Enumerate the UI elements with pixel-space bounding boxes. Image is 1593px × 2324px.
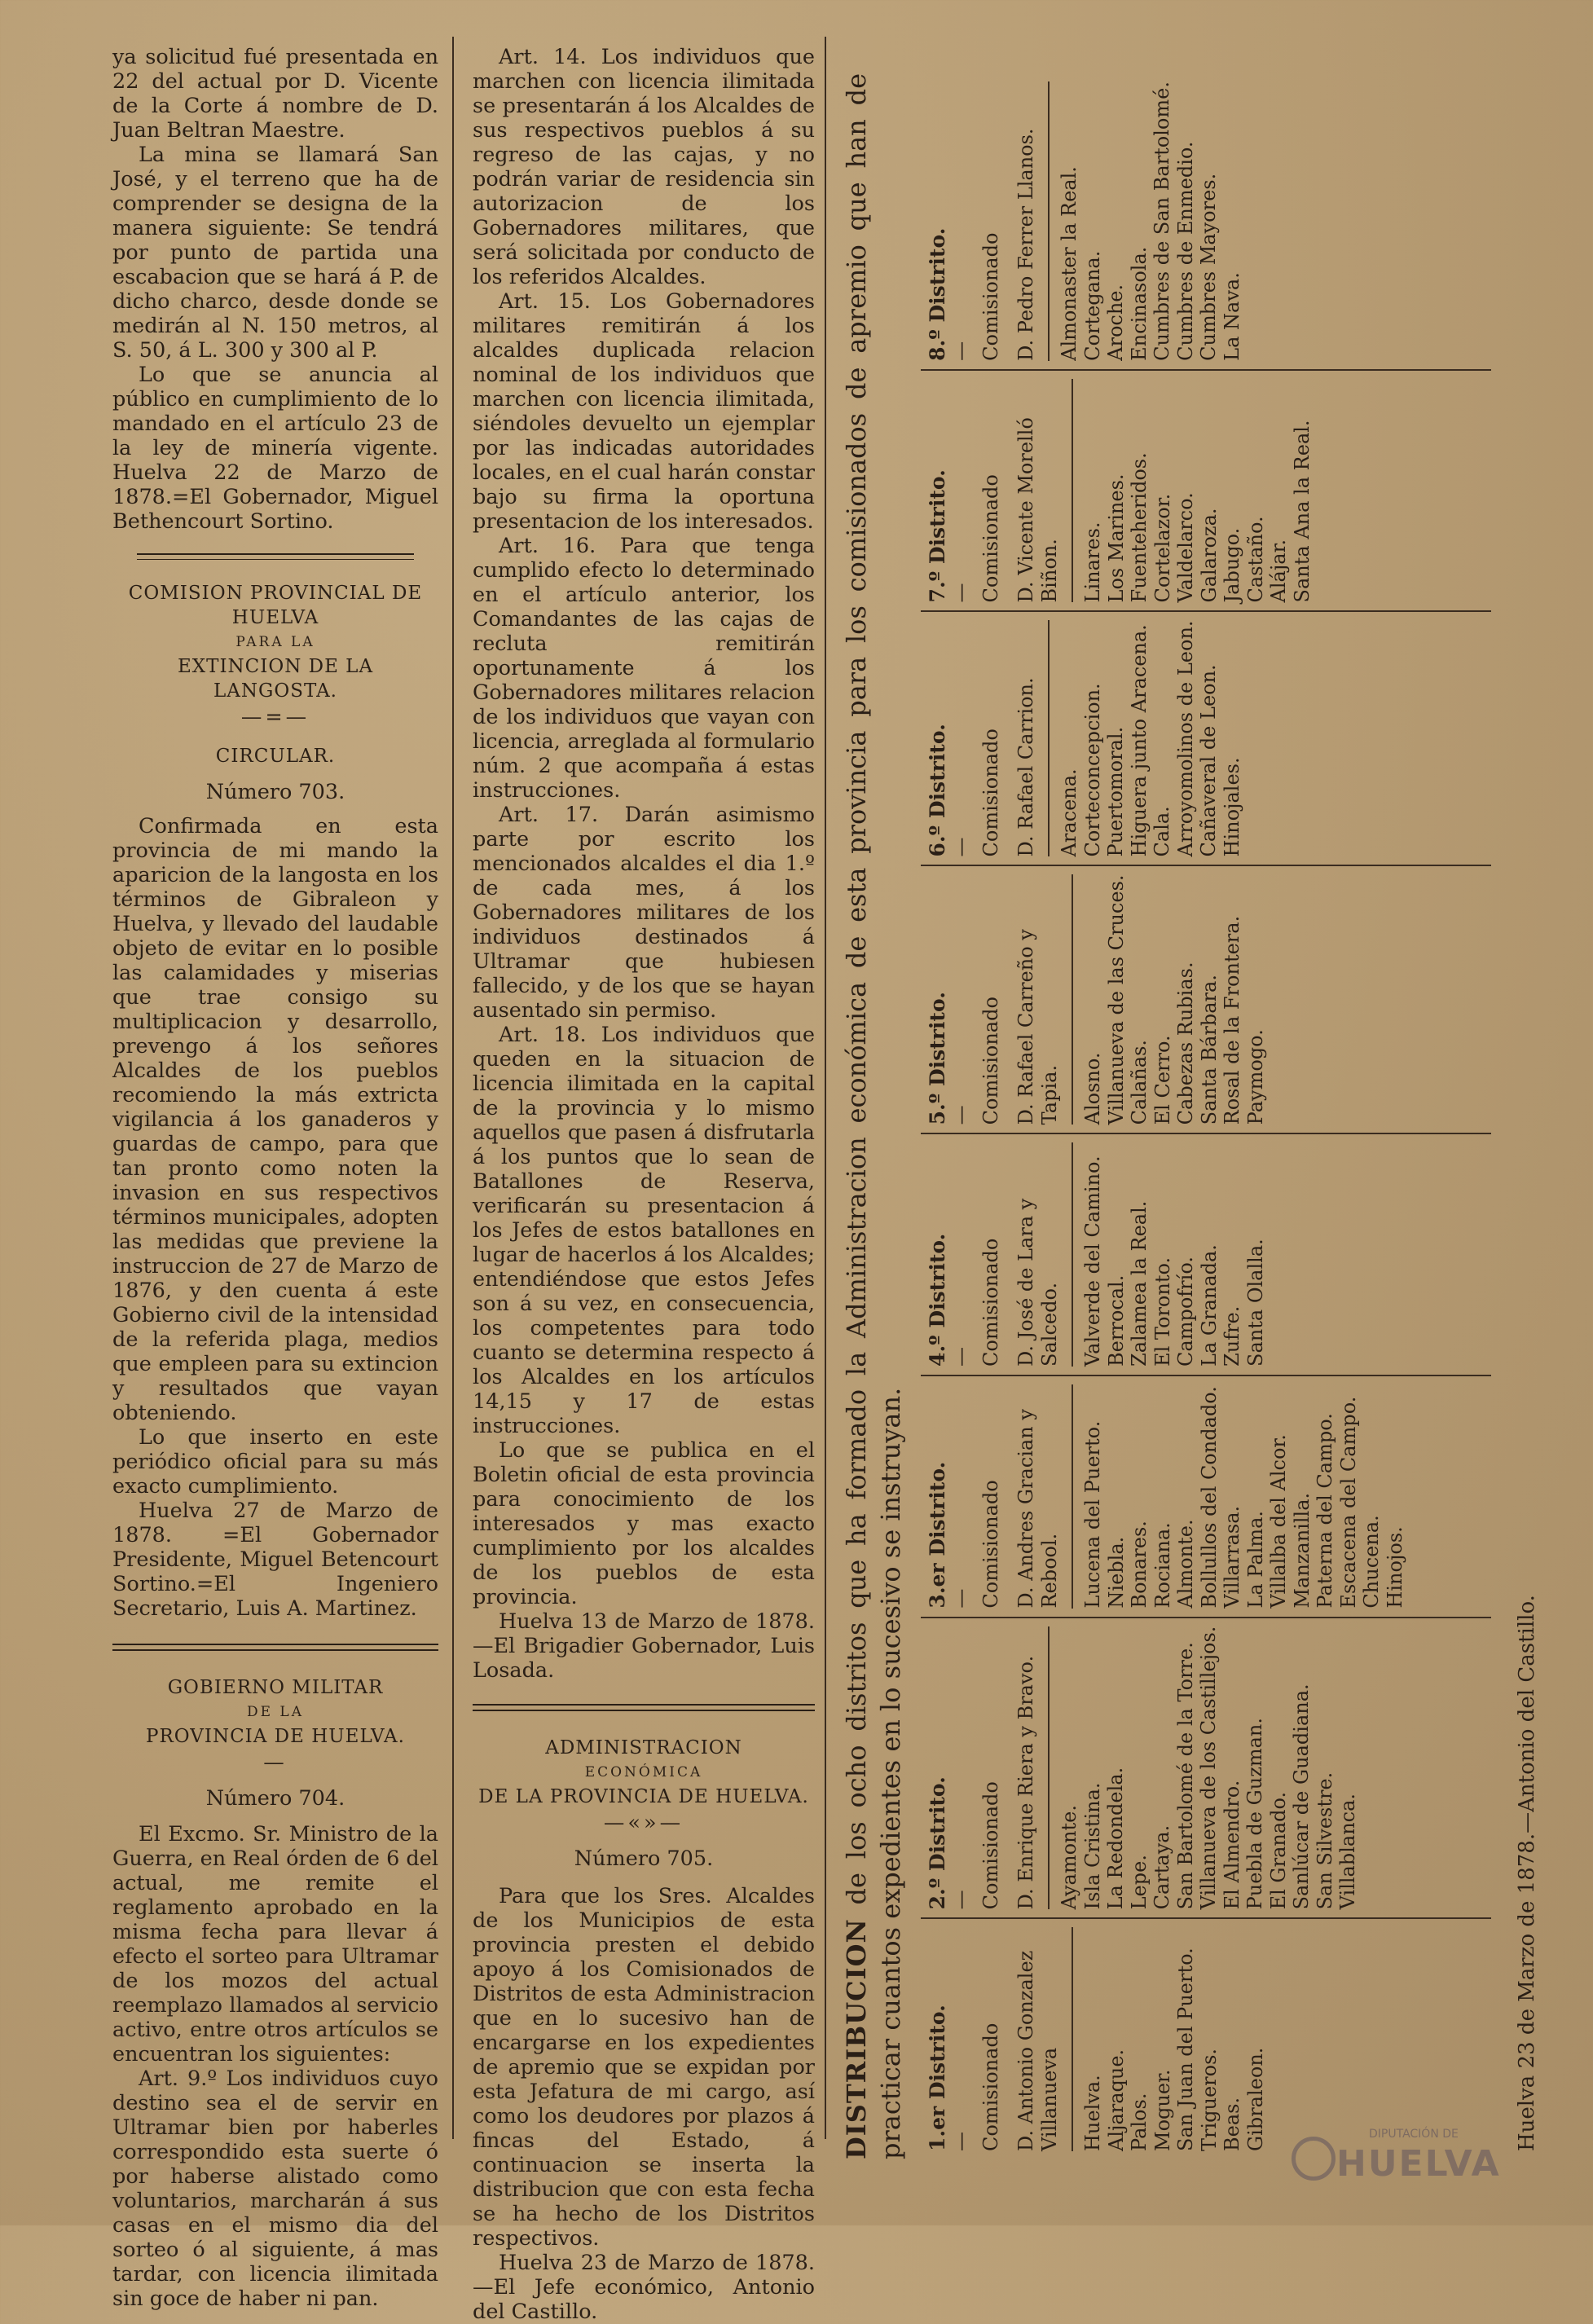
district-column (921, 371, 1491, 613)
district-column (921, 612, 1491, 866)
town: Isla Cristina. (1080, 1782, 1104, 1910)
town: Santa Olalla. (1243, 1239, 1267, 1367)
notice-paragraph: Para que los Sres. Alcaldes de los Municipios de esta provincia presten el debido apoyo á los Comisionados de Distritos de esta Administracion que en lo sucesivo han de encargarse en los expedientes de apremio que se expidan por esta Jefatura de mi cargo, así como los deudores por plazos á fincas del Estado, á continuacion se inserta la distribucion que con esta fecha se ha hecho de los Distritos respectivos. (473, 1884, 815, 2251)
town: Campofrío. (1174, 1257, 1197, 1367)
town: Moguer. (1151, 2069, 1174, 2151)
intro-paragraph: Lo que se anuncia al público en cumplimiento de lo mandado en el artículo 23 de la ley de minería vigente. Huelva 22 de Marzo de 1878.=El Gobernador, Miguel Bethencourt Sortino. (112, 363, 438, 534)
town: Higuera junto Aracena. (1127, 624, 1151, 857)
town-list (1058, 1626, 1360, 1910)
article-paragraph: Art. 14. Los individuos que marchen con licencia ilimitada se presentarán á los Alcaldes de sus respectivos pueblos á su regreso de las cajas, y no podrán variar de residencia sin autorizacion de los Gobernadores militares, que será solicitada por conducto de los referidos Alcaldes. (473, 45, 815, 289)
watermark-subtitle: DIPUTACIÓN DE (1369, 2128, 1459, 2141)
town: Santa Ana la Real. (1290, 420, 1314, 603)
town-list (1058, 620, 1243, 856)
town: Lepe. (1127, 1855, 1151, 1910)
notice-paragraph: Lo que inserto en este periódico oficial para su más exacto cumplimiento. (112, 1425, 438, 1499)
district-title: 8.º Distrito. (926, 227, 949, 361)
town: Villanueva de las Cruces. (1104, 874, 1128, 1125)
town: Paymogo. (1243, 1029, 1267, 1125)
district-title: 2.º Distrito. (926, 1776, 949, 1910)
town: Paterna del Campo. (1314, 1413, 1336, 1609)
town: Rosal de la Frontera. (1221, 915, 1243, 1125)
town: Hinojos. (1383, 1526, 1406, 1609)
town: Valverde del Camino. (1081, 1155, 1104, 1367)
town: Cumbres Mayores. (1197, 173, 1220, 361)
column-rule (825, 37, 826, 2139)
ornament: —=— (240, 705, 310, 729)
town: La Nava. (1220, 272, 1243, 361)
town: Cumbres de San Bartolomé. (1151, 81, 1173, 361)
town: Bonares. (1128, 1521, 1151, 1609)
district-title: 1.er Distrito. (926, 2005, 949, 2151)
intro-paragraph: La mina se llamará San José, y el terreno que ha de comprender se designa de la manera siguiente: Se tendrá por punto de partida una escabacion que se hará á P. de dicho charco, desde donde se medirán al N. 150 metros, al S. 50, á L. 300 y 300 al P. (112, 143, 438, 363)
district-commissioner: D. Rafael Carrion. (1014, 677, 1037, 857)
town: Cumbres de Enmedio. (1173, 141, 1197, 361)
district-title: 7.º Distrito. (926, 469, 949, 603)
section-heading: PROVINCIA DE HUELVA. (146, 1726, 405, 1747)
section-heading: ADMINISTRACION (545, 1737, 742, 1758)
town-list (1081, 874, 1267, 1125)
town: La Redondela. (1104, 1767, 1127, 1910)
district-commissioner: D. Pedro Ferrer Llanos. (1014, 128, 1037, 361)
town: Cortegana. (1080, 250, 1104, 361)
article-paragraph: Art. 16. Para que tenga cumplido efecto lo determinado en el artículo anterior, los Comandantes de las cajas de recluta remitirán oportunamente á los Gobernadores militares relacion de los individuos que vayan con licencia, arreglada al formulario núm. 2 que acompaña á estas instrucciones. (473, 534, 815, 803)
section-divider (112, 1644, 438, 1651)
notice-number: Número 703. (205, 780, 345, 804)
ornament: —«»— (603, 1811, 684, 1835)
district-column (921, 1919, 1491, 2159)
town: Chucena. (1360, 1515, 1383, 1609)
section-divider (473, 1704, 815, 1711)
table-title-text: de los ocho distritos que ha formado la Administracion económica de esta provincia para los comisionados de apremio que han de practicar cuantos expedientes en lo sucesivo se instruyan. (841, 73, 906, 2159)
section-heading: GOBIERNO MILITAR (167, 1677, 384, 1698)
town: Palos. (1128, 2093, 1151, 2151)
town: San Juan del Puerto. (1174, 1948, 1197, 2151)
town: Almonaster la Real. (1058, 166, 1080, 361)
column-middle (473, 45, 815, 2324)
town: Puebla de Guzman. (1243, 1717, 1266, 1910)
town: Puertomoral. (1104, 726, 1127, 857)
column-left (112, 45, 438, 2311)
town: El Toronto. (1151, 1257, 1174, 1367)
town: Zufre. (1221, 1305, 1243, 1367)
town: Villarrasa. (1221, 1505, 1243, 1609)
district-commissioner: D. Antonio Gonzalez Villanueva (1014, 1950, 1061, 2151)
town-list (1081, 379, 1314, 603)
district-dash: — (949, 837, 972, 857)
district-role: Comisionado (979, 997, 1002, 1125)
town: Zalamea la Real. (1128, 1200, 1151, 1367)
town: Manzanilla. (1290, 1492, 1314, 1609)
town: La Granada. (1197, 1244, 1221, 1367)
district-role: Comisionado (979, 1238, 1002, 1367)
section-divider (137, 553, 414, 560)
town-list (1058, 81, 1243, 361)
district-column (921, 866, 1491, 1134)
town: Jabugo. (1221, 527, 1243, 603)
town: Villalba del Alcor. (1267, 1434, 1290, 1609)
town: Beas. (1221, 2097, 1243, 2151)
notice-paragraph: El Excmo. Sr. Ministro de la Guerra, en Real órden de 6 del actual, me remite el reglamento aprobado en la misma fecha para llevar á efecto el sorteo para Ultramar de los mozos del actual reemplazo llamados al servicio activo, entre otros artículos se encuentran los siguientes: (112, 1822, 438, 2067)
notice-number: Número 704. (205, 1786, 345, 1811)
article-paragraph: Art. 17. Darán asimismo parte por escrito los mencionados alcaldes el dia 1.º de cada mes, á los Gobernadores militares de los individuos destinados á Ultramar que hubiesen fallecido, y de los que se hayan ausentado sin permiso. (473, 803, 815, 1023)
district-dash: — (949, 1346, 972, 1367)
section-heading: DE LA (246, 1704, 304, 1720)
town: Villablanca. (1336, 1793, 1359, 1910)
town: Corteconcepcion. (1080, 683, 1104, 857)
district-title: 5.º Distrito. (926, 992, 949, 1125)
town: Cortelazor. (1151, 493, 1174, 603)
district-column (921, 73, 1491, 371)
town: San Bartolomé de la Torre. (1173, 1642, 1197, 1910)
district-column (921, 1134, 1491, 1376)
table-signature: Huelva 23 de Marzo de 1878.—Antonio del Castillo. (1515, 1595, 1539, 2151)
section-heading: ECONÓMICA (584, 1764, 703, 1780)
town: Galaroza. (1197, 508, 1221, 603)
district-dash: — (949, 1105, 972, 1125)
district-role: Comisionado (979, 728, 1002, 857)
notice-signature: Huelva 13 de Marzo de 1878.—El Brigadier Gobernador, Luis Losada. (473, 1609, 815, 1683)
circular-label: CIRCULAR. (215, 746, 336, 767)
intro-paragraph: ya solicitud fué presentada en 22 del actual por D. Vicente de la Corte á nombre de D. Juan Beltran Maestre. (112, 45, 438, 143)
town: El Almendro. (1220, 1780, 1243, 1910)
town: Alájar. (1267, 539, 1290, 603)
section-heading: PARA LA (235, 634, 315, 650)
town: Aroche. (1104, 284, 1127, 361)
town: Ayamonte. (1058, 1805, 1080, 1910)
town: Villanueva de los Castillejos. (1197, 1626, 1220, 1910)
town: Encinasola. (1127, 246, 1151, 361)
district-commissioner: D. Vicente Morelló Biñon. (1014, 417, 1061, 603)
town: Sanlúcar de Guadiana. (1290, 1684, 1313, 1910)
town: Arroyomolinos de Leon. (1173, 620, 1197, 857)
district-column (921, 1618, 1491, 1920)
section-heading: DE LA PROVINCIA DE HUELVA. (478, 1786, 809, 1807)
distribution-table (839, 33, 1573, 2192)
town: San Silvestre. (1313, 1772, 1336, 1910)
table-title-lead: DISTRIBUCION (841, 1918, 872, 2159)
notice-signature: Huelva 23 de Marzo de 1878. —El Jefe económico, Antonio del Castillo. (473, 2251, 815, 2324)
article-paragraph: Art. 18. Los individuos que queden en la situacion de licencia ilimitada en la capital de la provincia y lo mismo aquellos que pasen á disfrutarla á los puntos que lo sean de Batallones de Reserva, verificarán su presentacion á los Jefes de estos batallones en lugar de hacerlos á los Alcaldes; entendiéndose que estos Jefes son á su vez, en consecuencia, los competentes para todo cuanto se determina respecto á los Alcaldes en los artículos 14,15 y 17 de estas instrucciones. (473, 1023, 815, 1438)
district-commissioner: D. Rafael Carreño y Tapia. (1014, 929, 1061, 1125)
district-dash: — (949, 1588, 972, 1609)
district-dash: — (949, 341, 972, 361)
notice-signature: Huelva 27 de Marzo de 1878. =El Gobernador Presidente, Miguel Betencourt Sortino.=El Ingeniero Secretario, Luis A. Martinez. (112, 1499, 438, 1621)
district-dash: — (949, 1890, 972, 1910)
town: Cala. (1151, 806, 1173, 857)
town: Castaño. (1243, 516, 1267, 603)
town: Huelva. (1081, 2075, 1104, 2151)
table-title (839, 73, 908, 2159)
town: Linares. (1081, 522, 1104, 603)
town: Berrocal. (1104, 1274, 1128, 1367)
article-paragraph: Art. 15. Los Gobernadores militares remitirán á los alcaldes duplicada relacion nominal de los individuos que marchen con licencia ilimitada, siéndoles devuelto un ejemplar por las indicadas autoridades locales, en el cual harán constar bajo su firma la oportuna presentacion de los interesados. (473, 289, 815, 534)
town: Cartaya. (1151, 1824, 1173, 1910)
town: Calañas. (1128, 1039, 1151, 1125)
town: Almonte. (1174, 1519, 1197, 1609)
town-list (1081, 1142, 1267, 1367)
section-heading: EXTINCION DE LA LANGOSTA. (177, 656, 374, 702)
district-role: Comisionado (979, 1480, 1002, 1609)
town-list (1081, 1927, 1267, 2151)
district-commissioner: D. Enrique Riera y Bravo. (1014, 1655, 1037, 1910)
town: Gibraleon. (1243, 2047, 1267, 2151)
town: Aracena. (1058, 768, 1080, 857)
town-list (1081, 1384, 1406, 1609)
district-commissioner: D. José de Lara y Salcedo. (1014, 1198, 1061, 1367)
section-heading: COMISION PROVINCIAL DE HUELVA (128, 583, 423, 628)
district-commissioner: D. Andres Gracian y Rebool. (1014, 1409, 1061, 1609)
notice-number: Número 705. (574, 1846, 714, 1871)
district-role: Comisionado (979, 2022, 1002, 2151)
notice-paragraph: Art. 9.º Los individuos cuyo destino sea el de servir en Ultramar bien por haberles correspondido esta suerte ó por haberse alistado como voluntarios, marcharán á sus casas en el mismo dia del sorteo ó al siguiente, á mas tardar, con licencia ilimitada sin goce de haber ni pan. (112, 2067, 438, 2311)
town: Niebla. (1104, 1536, 1128, 1609)
town: Rociana. (1151, 1522, 1174, 1609)
archive-watermark: HUELVA (1336, 2143, 1501, 2185)
town: Escacena del Campo. (1336, 1396, 1360, 1609)
notice-paragraph: Confirmada en esta provincia de mi mando la aparicion de la langosta en los términos de Gibraleon y Huelva, y llevado del laudable objeto de evitar en lo posible las calamidades y miserias que trae consigo su multiplicacion y desarrollo, prevengo á los señores Alcaldes de los pueblos recomiendo la más extricta vigilancia á los ganaderos y guardas de campo, para que tan pronto como noten la invasion en sus respectivos términos municipales, adopten las medidas que previene la instruccion de 27 de Marzo de 1876, y den cuenta á este Gobierno civil de la intensidad de la referida plaga, medios que empleen para su extincion y resultados que vayan obteniendo. (112, 814, 438, 1425)
distribution-table-area (839, 33, 1573, 2192)
district-dash: — (949, 2132, 972, 2151)
town: Fuenteheridos. (1128, 452, 1151, 603)
column-rule (452, 37, 454, 2139)
town: Aljaraque. (1104, 2049, 1128, 2151)
district-title: 6.º Distrito. (926, 724, 949, 857)
district-role: Comisionado (979, 1781, 1002, 1910)
town: El Cerro. (1151, 1035, 1174, 1125)
town: Alosno. (1081, 1052, 1104, 1125)
district-column (921, 1376, 1491, 1618)
town: Trigueros. (1197, 2048, 1221, 2151)
town: Cabezas Rubias. (1174, 962, 1197, 1125)
town: Hinojales. (1220, 757, 1243, 857)
town: Valdelarco. (1174, 492, 1197, 603)
town: Santa Bárbara. (1197, 975, 1221, 1125)
article-paragraph: Lo que se publica en el Boletin oficial de esta provincia para conocimiento de los interesados y mas exacto cumplimiento por los alcaldes de los pueblos de esta provincia. (473, 1438, 815, 1609)
table-footer (1516, 73, 1539, 2159)
archive-logo-icon (1292, 2137, 1336, 2181)
town: Los Marines. (1104, 473, 1128, 603)
town: Cañaveral de Leon. (1197, 664, 1220, 857)
district-role: Comisionado (979, 232, 1002, 361)
town: Bollullos del Condado. (1197, 1386, 1221, 1609)
town: La Palma. (1243, 1510, 1267, 1609)
district-dash: — (949, 583, 972, 603)
district-title: 4.º Distrito. (926, 1233, 949, 1367)
town: El Granado. (1266, 1791, 1290, 1910)
district-role: Comisionado (979, 474, 1002, 603)
ornament: — (263, 1750, 288, 1775)
district-title: 3.er Distrito. (926, 1461, 949, 1609)
town: Lucena del Puerto. (1081, 1420, 1104, 1609)
districts-grid (921, 73, 1491, 2159)
